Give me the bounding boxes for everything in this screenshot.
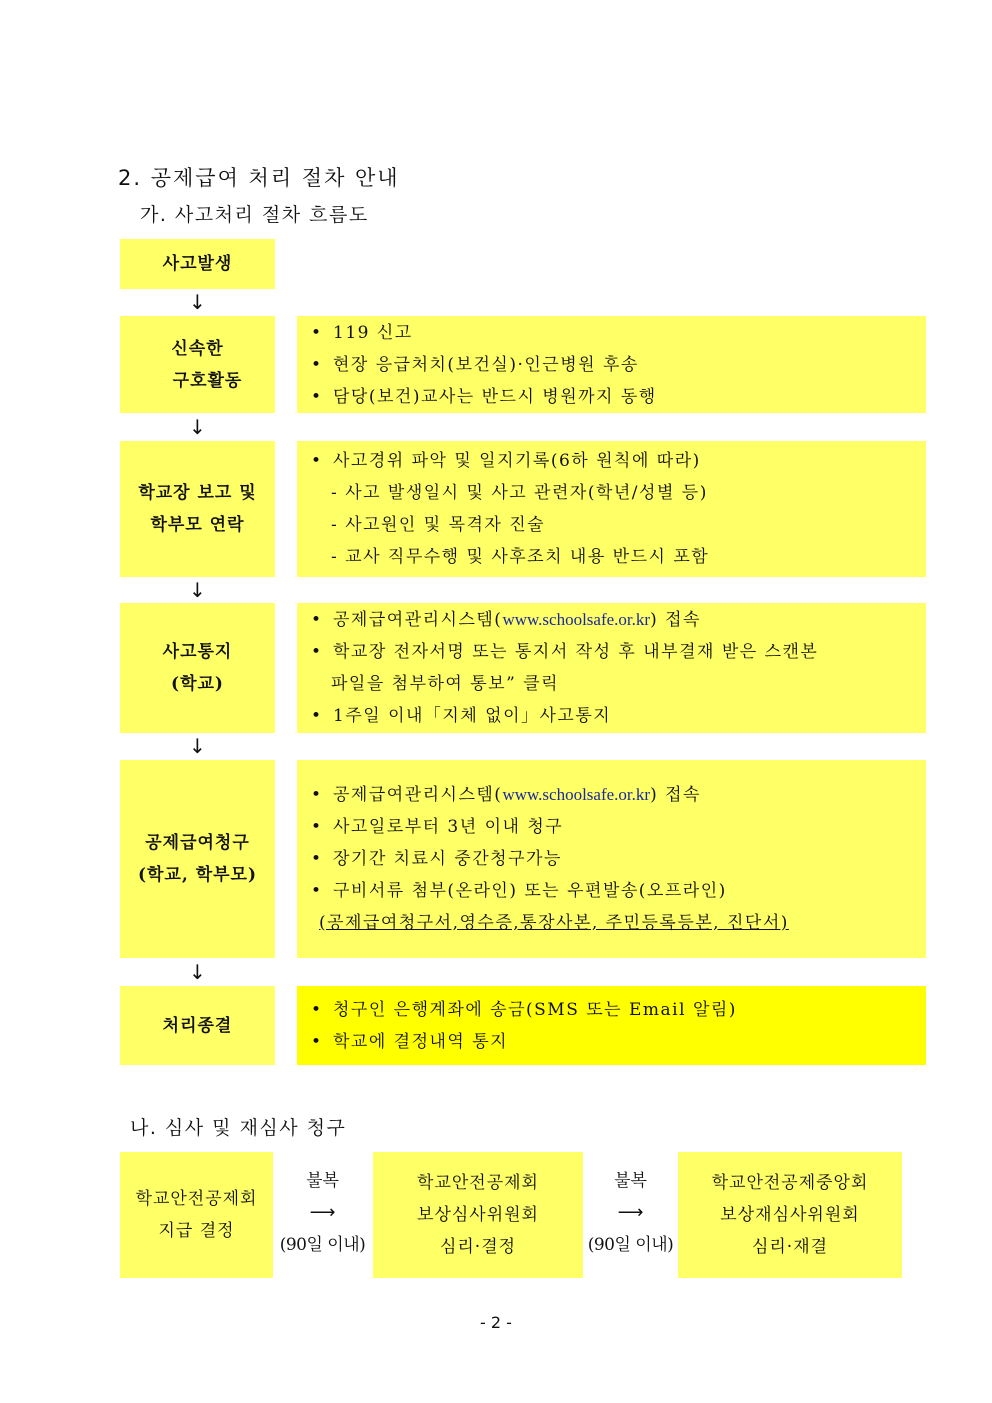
step-label: 사고통지 bbox=[162, 642, 233, 662]
down-arrow-icon: ↓ bbox=[189, 960, 206, 984]
deadline-label: (90일 이내) bbox=[587, 1235, 674, 1255]
schoolsafe-link[interactable]: www.schoolsafe.or.kr bbox=[502, 610, 651, 629]
detail-bullet: • 사고경위 파악 및 일지기록(6하 원칙에 따라) bbox=[309, 445, 926, 477]
review-box-line: 지급 결정 bbox=[158, 1221, 235, 1241]
detail-bullet bbox=[309, 779, 926, 811]
detail-text: ) 접속 bbox=[650, 610, 701, 630]
flow-step-accident bbox=[120, 239, 275, 289]
right-arrow-icon: ⟶ bbox=[617, 1202, 644, 1223]
detail-bullet: • 학교장 전자서명 또는 통지서 작성 후 내부결재 받은 스캔본 bbox=[309, 636, 926, 668]
detail-text: ) 접속 bbox=[650, 785, 701, 805]
detail-bullet: • 장기간 치료시 중간청구가능 bbox=[309, 843, 926, 875]
flow-step-report bbox=[120, 441, 275, 577]
step-label: 구호활동 bbox=[172, 370, 243, 391]
detail-bullet: • 1주일 이내「지체 없이」사고통지 bbox=[309, 700, 926, 732]
objection-label: 불복 bbox=[306, 1171, 339, 1191]
detail-text: 공제급여관리시스템( bbox=[333, 785, 503, 805]
detail-bullet: • 119 신고 bbox=[309, 317, 926, 349]
subsection-review-title: 나. 심사 및 재심사 청구 bbox=[130, 1117, 347, 1139]
right-arrow-icon: ⟶ bbox=[309, 1202, 336, 1223]
step-label: (학교, 학부모) bbox=[137, 865, 258, 885]
objection-label: 불복 bbox=[614, 1171, 647, 1191]
required-documents: (공제급여청구서,영수증,통장사본, 주민등록등본, 진단서) bbox=[319, 913, 789, 933]
step-label: 공제급여청구 bbox=[145, 833, 250, 853]
review-connector-2 bbox=[583, 1165, 678, 1261]
review-box-line: 학교안전공제회 bbox=[417, 1173, 539, 1193]
step-label: (학교) bbox=[171, 674, 224, 694]
detail-sub-item: - 사고원인 및 목격자 진술 bbox=[331, 515, 546, 535]
down-arrow-icon: ↓ bbox=[189, 734, 206, 758]
review-connector-1 bbox=[275, 1165, 370, 1261]
detail-bullet: • 담당(보건)교사는 반드시 병원까지 동행 bbox=[309, 381, 926, 413]
flow-details-notification bbox=[297, 603, 926, 733]
detail-continuation: 파일을 첨부하여 통보” 클릭 bbox=[331, 674, 560, 694]
review-box-central-re-review bbox=[678, 1152, 902, 1278]
review-box-line: 심리·재결 bbox=[751, 1237, 829, 1257]
detail-bullet bbox=[309, 604, 926, 636]
flow-details-completion bbox=[297, 986, 926, 1065]
review-box-line: 학교안전공제중앙회 bbox=[711, 1173, 869, 1193]
step-label: 처리종결 bbox=[162, 1015, 233, 1036]
review-box-line: 심리·결정 bbox=[439, 1237, 517, 1257]
review-box-line: 보상재심사위원회 bbox=[720, 1205, 860, 1225]
flow-step-notification bbox=[120, 603, 275, 733]
flow-details-rescue bbox=[297, 316, 926, 413]
step-label: 사고발생 bbox=[162, 254, 233, 274]
detail-text: 공제급여관리시스템( bbox=[333, 610, 503, 630]
review-box-payment-decision bbox=[120, 1152, 273, 1278]
page-number: - 2 - bbox=[480, 1313, 512, 1332]
step-label: 학교장 보고 및 bbox=[138, 483, 257, 503]
detail-sub-item: - 교사 직무수행 및 사후조치 내용 반드시 포함 bbox=[331, 547, 710, 567]
flow-details-claim bbox=[297, 760, 926, 958]
detail-bullet: • 현장 응급처치(보건실)·인근병원 후송 bbox=[309, 349, 926, 381]
detail-bullet: • 청구인 은행계좌에 송금(SMS 또는 Email 알림) bbox=[309, 994, 926, 1026]
detail-bullet: • 사고일로부터 3년 이내 청구 bbox=[309, 811, 926, 843]
down-arrow-icon: ↓ bbox=[189, 290, 206, 314]
review-box-line: 학교안전공제회 bbox=[135, 1189, 258, 1209]
review-box-line: 보상심사위원회 bbox=[417, 1205, 539, 1225]
step-label: 신속한 bbox=[171, 338, 224, 359]
flow-step-rescue bbox=[120, 316, 275, 413]
section-title: 2. 공제급여 처리 절차 안내 bbox=[118, 166, 400, 190]
detail-bullet: • 학교에 결정내역 통지 bbox=[309, 1026, 926, 1058]
down-arrow-icon: ↓ bbox=[189, 578, 206, 602]
schoolsafe-link[interactable]: www.schoolsafe.or.kr bbox=[502, 785, 651, 804]
flow-details-report bbox=[297, 441, 926, 577]
review-box-compensation-review bbox=[373, 1152, 583, 1278]
subsection-flowchart-title: 가. 사고처리 절차 흐름도 bbox=[140, 204, 369, 226]
deadline-label: (90일 이내) bbox=[279, 1235, 366, 1255]
detail-bullet: • 구비서류 첨부(온라인) 또는 우편발송(오프라인) bbox=[309, 875, 926, 907]
flow-step-claim bbox=[120, 760, 275, 958]
down-arrow-icon: ↓ bbox=[189, 415, 206, 439]
flow-step-completion bbox=[120, 986, 275, 1065]
detail-sub-item: - 사고 발생일시 및 사고 관련자(학년/성별 등) bbox=[331, 483, 708, 503]
step-label: 학부모 연락 bbox=[150, 515, 245, 535]
